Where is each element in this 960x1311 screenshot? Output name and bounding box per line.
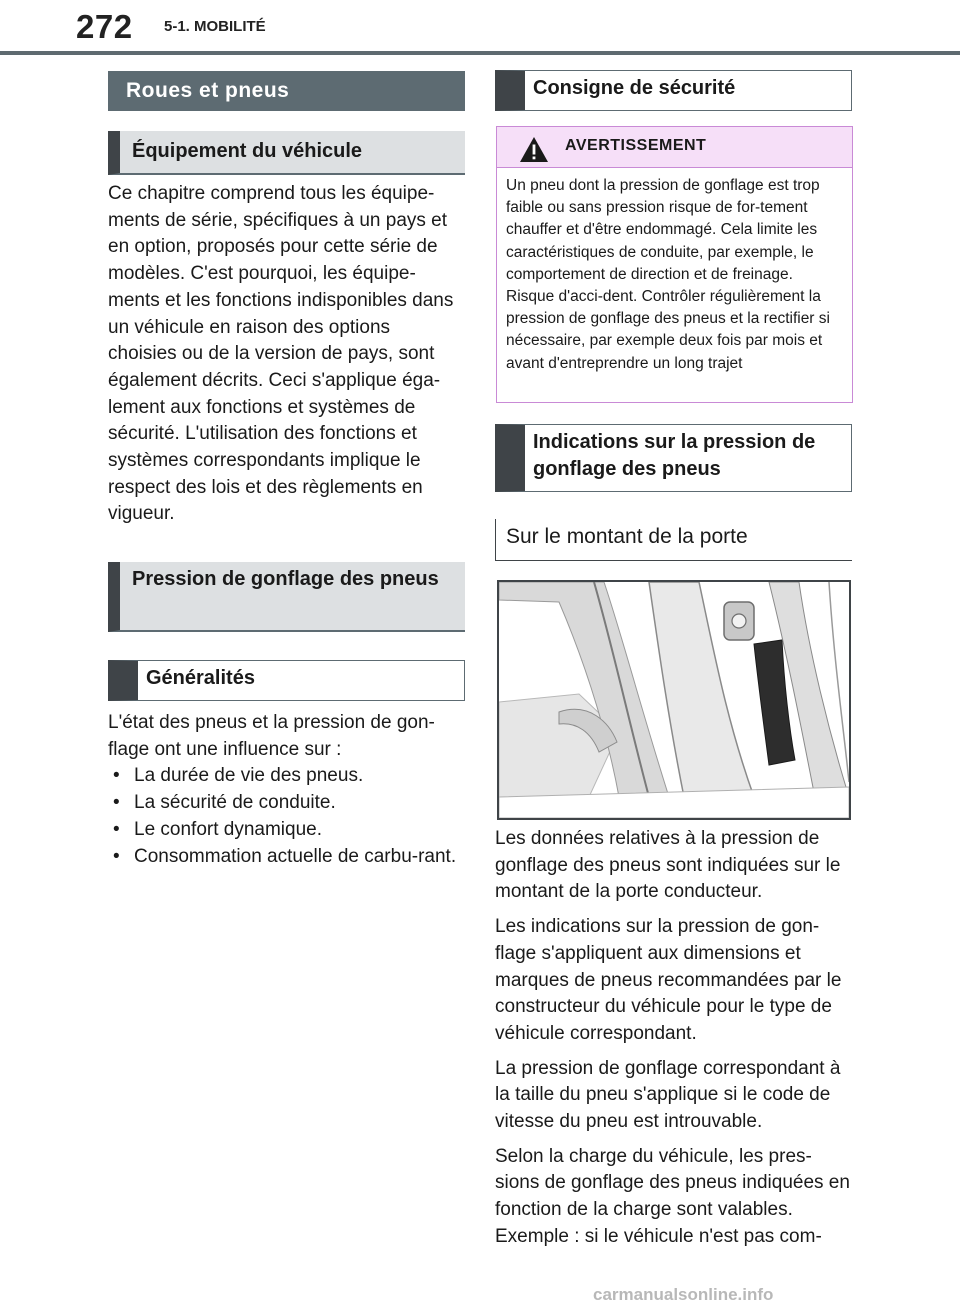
site-watermark: carmanualsonline.info bbox=[593, 1285, 774, 1304]
warning-text: Un pneu dont la pression de gonflage est trop faible ou sans pression risque de for-tement chauffer et d'être endommagé. Cela limite les caractéristiques de conduite, par exemple, le comportement de direction et de freinage. Risque d'acci-dent. Contrôler régulièrement la pression de gonflage des pneus et la rectifier si nécessaire, par exemple deux fois par mois et avant d'entreprendre un long trajet bbox=[506, 177, 830, 372]
general-heading: Généralités bbox=[108, 660, 465, 701]
door-pillar-illustration bbox=[499, 582, 849, 818]
pressure-heading: Pression de gonflage des pneus bbox=[108, 562, 465, 632]
body-paragraph: La pression de gonflage correspondant à la taille du pneu s'applique si le code de vitesse du pneu est introuvable. bbox=[495, 1057, 841, 1133]
safety-heading: Consigne de sécurité bbox=[495, 70, 852, 111]
warning-title: AVERTISSEMENT bbox=[565, 137, 707, 154]
section-title: Roues et pneus bbox=[108, 71, 465, 111]
page-header bbox=[0, 0, 960, 55]
chapter-title: 5-1. MOBILITÉ bbox=[164, 18, 266, 35]
body-paragraph: Selon la charge du véhicule, les pres-sions de gonflage des pneus indiquées en fonction de la charge sont valables. Exemple : si le véhicule n'est pas com- bbox=[495, 1145, 850, 1247]
body-paragraph: Les indications sur la pression de gon-flage s'appliquent aux dimensions et marques de pneus recommandées par le constructeur du véhicule pour le type de véhicule correspondant. bbox=[495, 916, 842, 1044]
list-item: • La durée de vie des pneus. bbox=[108, 763, 463, 790]
right-body bbox=[495, 826, 852, 1251]
general-section bbox=[108, 710, 463, 870]
warning-header bbox=[497, 127, 852, 168]
warning-box bbox=[496, 126, 853, 403]
equipment-paragraph: Ce chapitre comprend tous les équipe-ments de série, spécifiques à un pays et en option, proposés pour cette série de modèles. C'est pourquoi, les équipe-ments et les fonctions indisponibles dans un véhicule en raison des options choisies ou de la version de pays, sont également décrits. Ceci s'applique éga-lement aux fonctions et systèmes de sécurité. L'utilisation des fonctions et systèmes correspondants implique le respect des lois et des règlements en vigueur. bbox=[108, 183, 454, 525]
door-pillar-figure bbox=[497, 580, 851, 820]
page-number: 272 bbox=[76, 8, 133, 45]
general-intro: L'état des pneus et la pression de gon-flage ont une influence sur : bbox=[108, 712, 435, 760]
list-item: • Le confort dynamique. bbox=[108, 817, 463, 844]
influence-list bbox=[108, 763, 463, 870]
header-rule bbox=[0, 51, 960, 55]
equipment-heading: Équipement du véhicule bbox=[108, 131, 465, 175]
indications-heading: Indications sur la pression de gonflage des pneus bbox=[495, 424, 852, 492]
warning-triangle-icon bbox=[519, 136, 549, 163]
list-item: • Consommation actuelle de carbu-rant. bbox=[108, 844, 463, 871]
list-item: • La sécurité de conduite. bbox=[108, 790, 463, 817]
door-subheading: Sur le montant de la porte bbox=[495, 519, 852, 561]
body-paragraph: Les données relatives à la pression de gonflage des pneus sont indiquées sur le montant de la porte conducteur. bbox=[495, 828, 841, 903]
